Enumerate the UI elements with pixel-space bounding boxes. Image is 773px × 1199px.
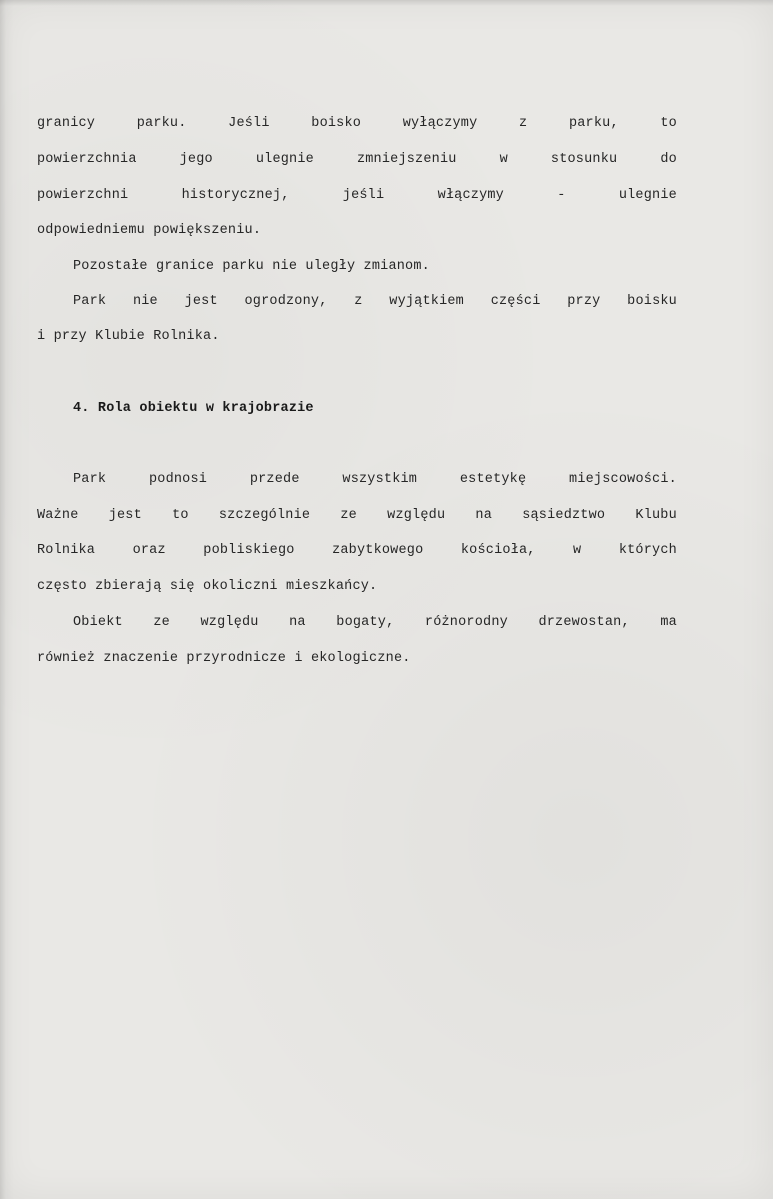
word: miejscowości.: [569, 472, 677, 487]
word: przy: [567, 294, 601, 309]
word: bogaty,: [336, 615, 395, 630]
p5-line-1: [73, 614, 677, 632]
word: ze: [153, 615, 170, 630]
p4-line-1: [73, 471, 677, 489]
word: wyłączymy: [402, 116, 478, 131]
word: oraz: [132, 543, 166, 558]
word: na: [289, 615, 306, 630]
word: ze: [340, 508, 357, 523]
word: powierzchnia: [37, 152, 137, 167]
p3-line-2: i przy Klubie Rolnika.: [37, 329, 220, 344]
word: przede: [249, 472, 300, 487]
word: względu: [387, 508, 446, 523]
word: to: [660, 116, 677, 131]
word: na: [475, 508, 493, 523]
word: Park: [73, 472, 107, 487]
word: ma: [660, 615, 677, 630]
word: granicy: [37, 116, 96, 131]
word: Jeśli: [228, 116, 270, 131]
word: parku.: [136, 116, 187, 131]
word: sąsiedztwo: [522, 508, 606, 523]
p1-line-1: [37, 115, 677, 133]
word: podnosi: [148, 472, 208, 487]
word: Klubu: [635, 508, 677, 523]
p4-line-2: [37, 507, 677, 525]
word: zabytkowego: [332, 543, 424, 558]
word: względu: [200, 615, 259, 630]
word: drzewostan,: [538, 615, 630, 630]
word: powierzchni: [37, 188, 129, 203]
word: Obiekt: [73, 615, 123, 630]
word: z: [354, 294, 363, 309]
page-edge: [0, 0, 773, 6]
word: szczególnie: [218, 508, 311, 523]
section-heading: 4. Rola obiektu w krajobrazie: [73, 401, 314, 416]
p5-line-2: również znaczenie przyrodnicze i ekologiczne.: [37, 651, 411, 666]
p4-line-4: często zbierają się okoliczni mieszkańcy.: [37, 579, 378, 594]
word: boisku: [627, 294, 677, 309]
word: ulegnie: [255, 152, 314, 167]
p1-line-4: odpowiedniemu powiększeniu.: [37, 223, 262, 238]
word: w: [499, 152, 508, 167]
word: stosunku: [550, 152, 618, 167]
word: ulegnie: [618, 188, 677, 203]
word: z: [519, 116, 528, 131]
p1-line-3: [37, 187, 677, 205]
word: których: [618, 543, 677, 558]
word: jeśli: [342, 188, 385, 203]
word: do: [660, 152, 677, 167]
word: boisko: [311, 116, 362, 131]
word: nie: [132, 294, 158, 309]
p1-line-2: [37, 151, 677, 169]
word: wszystkim: [342, 472, 418, 487]
word: -: [557, 188, 566, 203]
word: to: [172, 508, 189, 523]
word: wyjątkiem: [389, 294, 464, 309]
word: włączymy: [437, 188, 504, 203]
p4-line-3: [37, 542, 677, 560]
word: jest: [184, 294, 218, 309]
word: części: [490, 294, 541, 309]
word: estetykę: [459, 472, 527, 487]
word: kościoła,: [460, 543, 536, 558]
word: Ważne: [37, 508, 79, 523]
word: historycznej,: [181, 188, 290, 203]
p3-line-1: [73, 293, 677, 311]
word: parku,: [568, 116, 619, 131]
word: w: [573, 543, 582, 558]
word: pobliskiego: [203, 543, 295, 558]
p2-line-1: Pozostałe granice parku nie uległy zmianom.: [73, 259, 430, 274]
word: zmniejszeniu: [356, 152, 457, 167]
word: Park: [73, 294, 107, 309]
word: ogrodzony,: [244, 294, 328, 309]
word: jego: [179, 152, 213, 167]
word: różnorodny: [424, 615, 508, 630]
word: Rolnika: [37, 543, 96, 558]
word: jest: [108, 508, 142, 523]
